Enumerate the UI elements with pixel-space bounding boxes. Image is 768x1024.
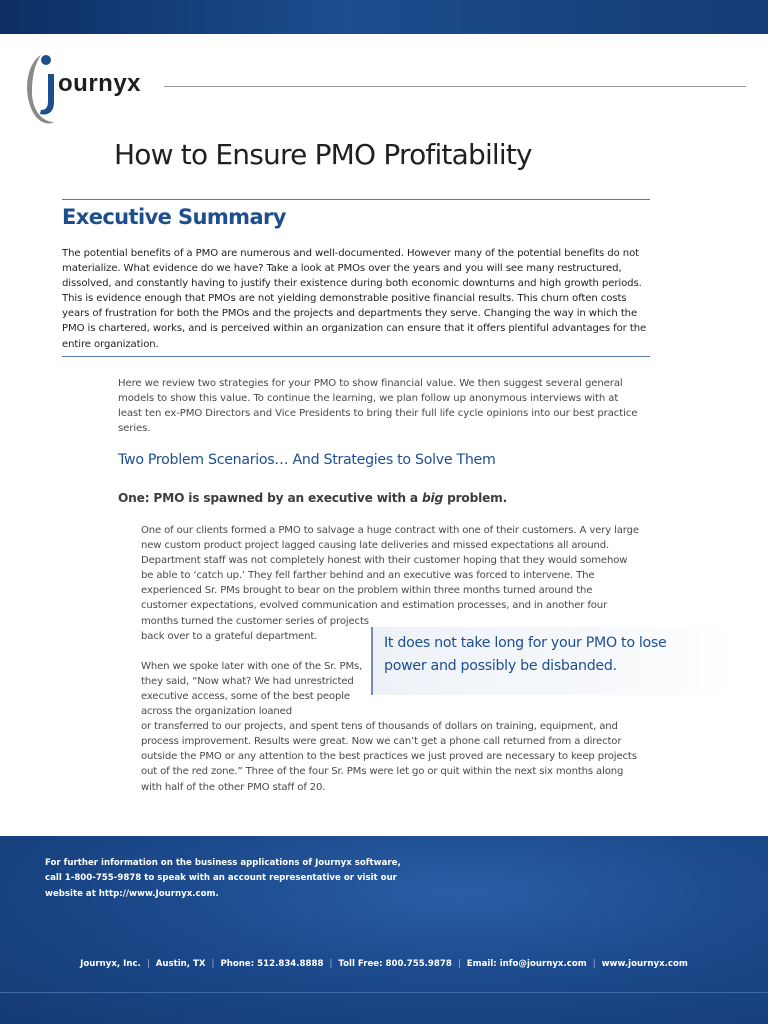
footer-toll-free: Toll Free: 800.755.9878 [338, 959, 452, 969]
page-title: How to Ensure PMO Profitability [114, 138, 532, 171]
footer-email-link[interactable]: Email: info@journyx.com [466, 959, 587, 969]
intro-paragraph [118, 376, 638, 436]
footer-separator: | [329, 959, 333, 969]
footer-info: For further information on the business applications of Journyx software, call 1-800-755-9878 to speak with an account representative or visit our website at http://www.Journyx.com. [45, 858, 401, 899]
footer-company: Journyx, Inc. [80, 959, 141, 969]
logo-wordmark: ournyx [58, 70, 142, 97]
story-paragraph-1-end: months turned the customer series of projects back over to a grateful department. [141, 615, 369, 642]
footer-contact-bar [0, 959, 768, 969]
footer-phone: Phone: 512.834.8888 [220, 959, 324, 969]
pullquote-text: It does not take long for your PMO to lose power and possibly be disbanded. [384, 635, 667, 674]
scenario-one-title [118, 491, 507, 505]
scenario-title-post: problem. [443, 491, 508, 505]
scenario-title-emphasis: big [422, 491, 444, 505]
summary-divider [62, 356, 650, 357]
header-divider [164, 86, 746, 87]
story-paragraph-2-start: When we spoke later with one of the Sr. PMs, they said, “Now what? We had unrestricted executive access, some of the best people across the organization loaned [141, 660, 363, 718]
footer-separator: | [592, 959, 596, 969]
footer [0, 836, 768, 1024]
footer-location: Austin, TX [155, 959, 206, 969]
top-banner [0, 0, 768, 34]
executive-summary-text: The potential benefits of a PMO are numerous and well-documented. However many of the potential benefits do not materialize. What evidence do we have? Take a look at PMOs over the years and you will see many restructured, dissolved, and constantly having to justify their existence during both economic downturns and high growth periods. This is evidence enough that PMOs are not yielding demonstrable positive financial results. This churn often costs years of frustration for both the PMOs and the projects and departments they serve. Changing the way in which the PMO is chartered, works, and is perceived within an organization can ensure that it offers plentiful advantages for the entire organization. [62, 248, 647, 350]
scenarios-subheading: Two Problem Scenarios… And Strategies to Solve Them [118, 452, 496, 468]
title-divider [62, 199, 650, 200]
footer-separator: | [146, 959, 150, 969]
journyx-logo [24, 52, 164, 126]
pullquote [371, 627, 733, 695]
footer-separator: | [457, 959, 461, 969]
footer-separator: | [211, 959, 215, 969]
intro-text: Here we review two strategies for your PMO to show financial value. We then suggest several general models to show this value. To continue the learning, we plan follow up anonymous interviews with at least ten ex-PMO Directors and Vice Presidents to bring their full life cycle opinions into our best practice series. [118, 378, 638, 435]
footer-divider [0, 992, 768, 993]
footer-website-link[interactable]: www.journyx.com [601, 959, 688, 969]
story-paragraph-2: or transferred to our projects, and spent tens of thousands of dollars on training, equipment, and process improvement. Results were great. Now we can’t get a phone call returned from a director outside the PMO or any attention to the best practices we just proved are necessary to keep projects out of the red zone.” Three of the four Sr. PMs were let go or quit within the next six months along with half of the other PMO staff of 20. [141, 721, 637, 793]
section-heading: Executive Summary [62, 205, 286, 229]
executive-summary [62, 246, 650, 352]
scenario-title-pre: One: PMO is spawned by an executive with a [118, 491, 422, 505]
story-paragraph-1: One of our clients formed a PMO to salvage a huge contract with one of their customers. A very large new custom product project lagged causing late deliveries and missed expectations all around. Department staff was not completely honest with their customer hoping that they would somehow be able to ‘catch up.’ They fell farther behind and an executive was forced to intervene. The experienced Sr. PMs brought to bear on the problem within three months turned around the customer expectations, evolved communication and estimation processes, and in another four [141, 525, 639, 612]
